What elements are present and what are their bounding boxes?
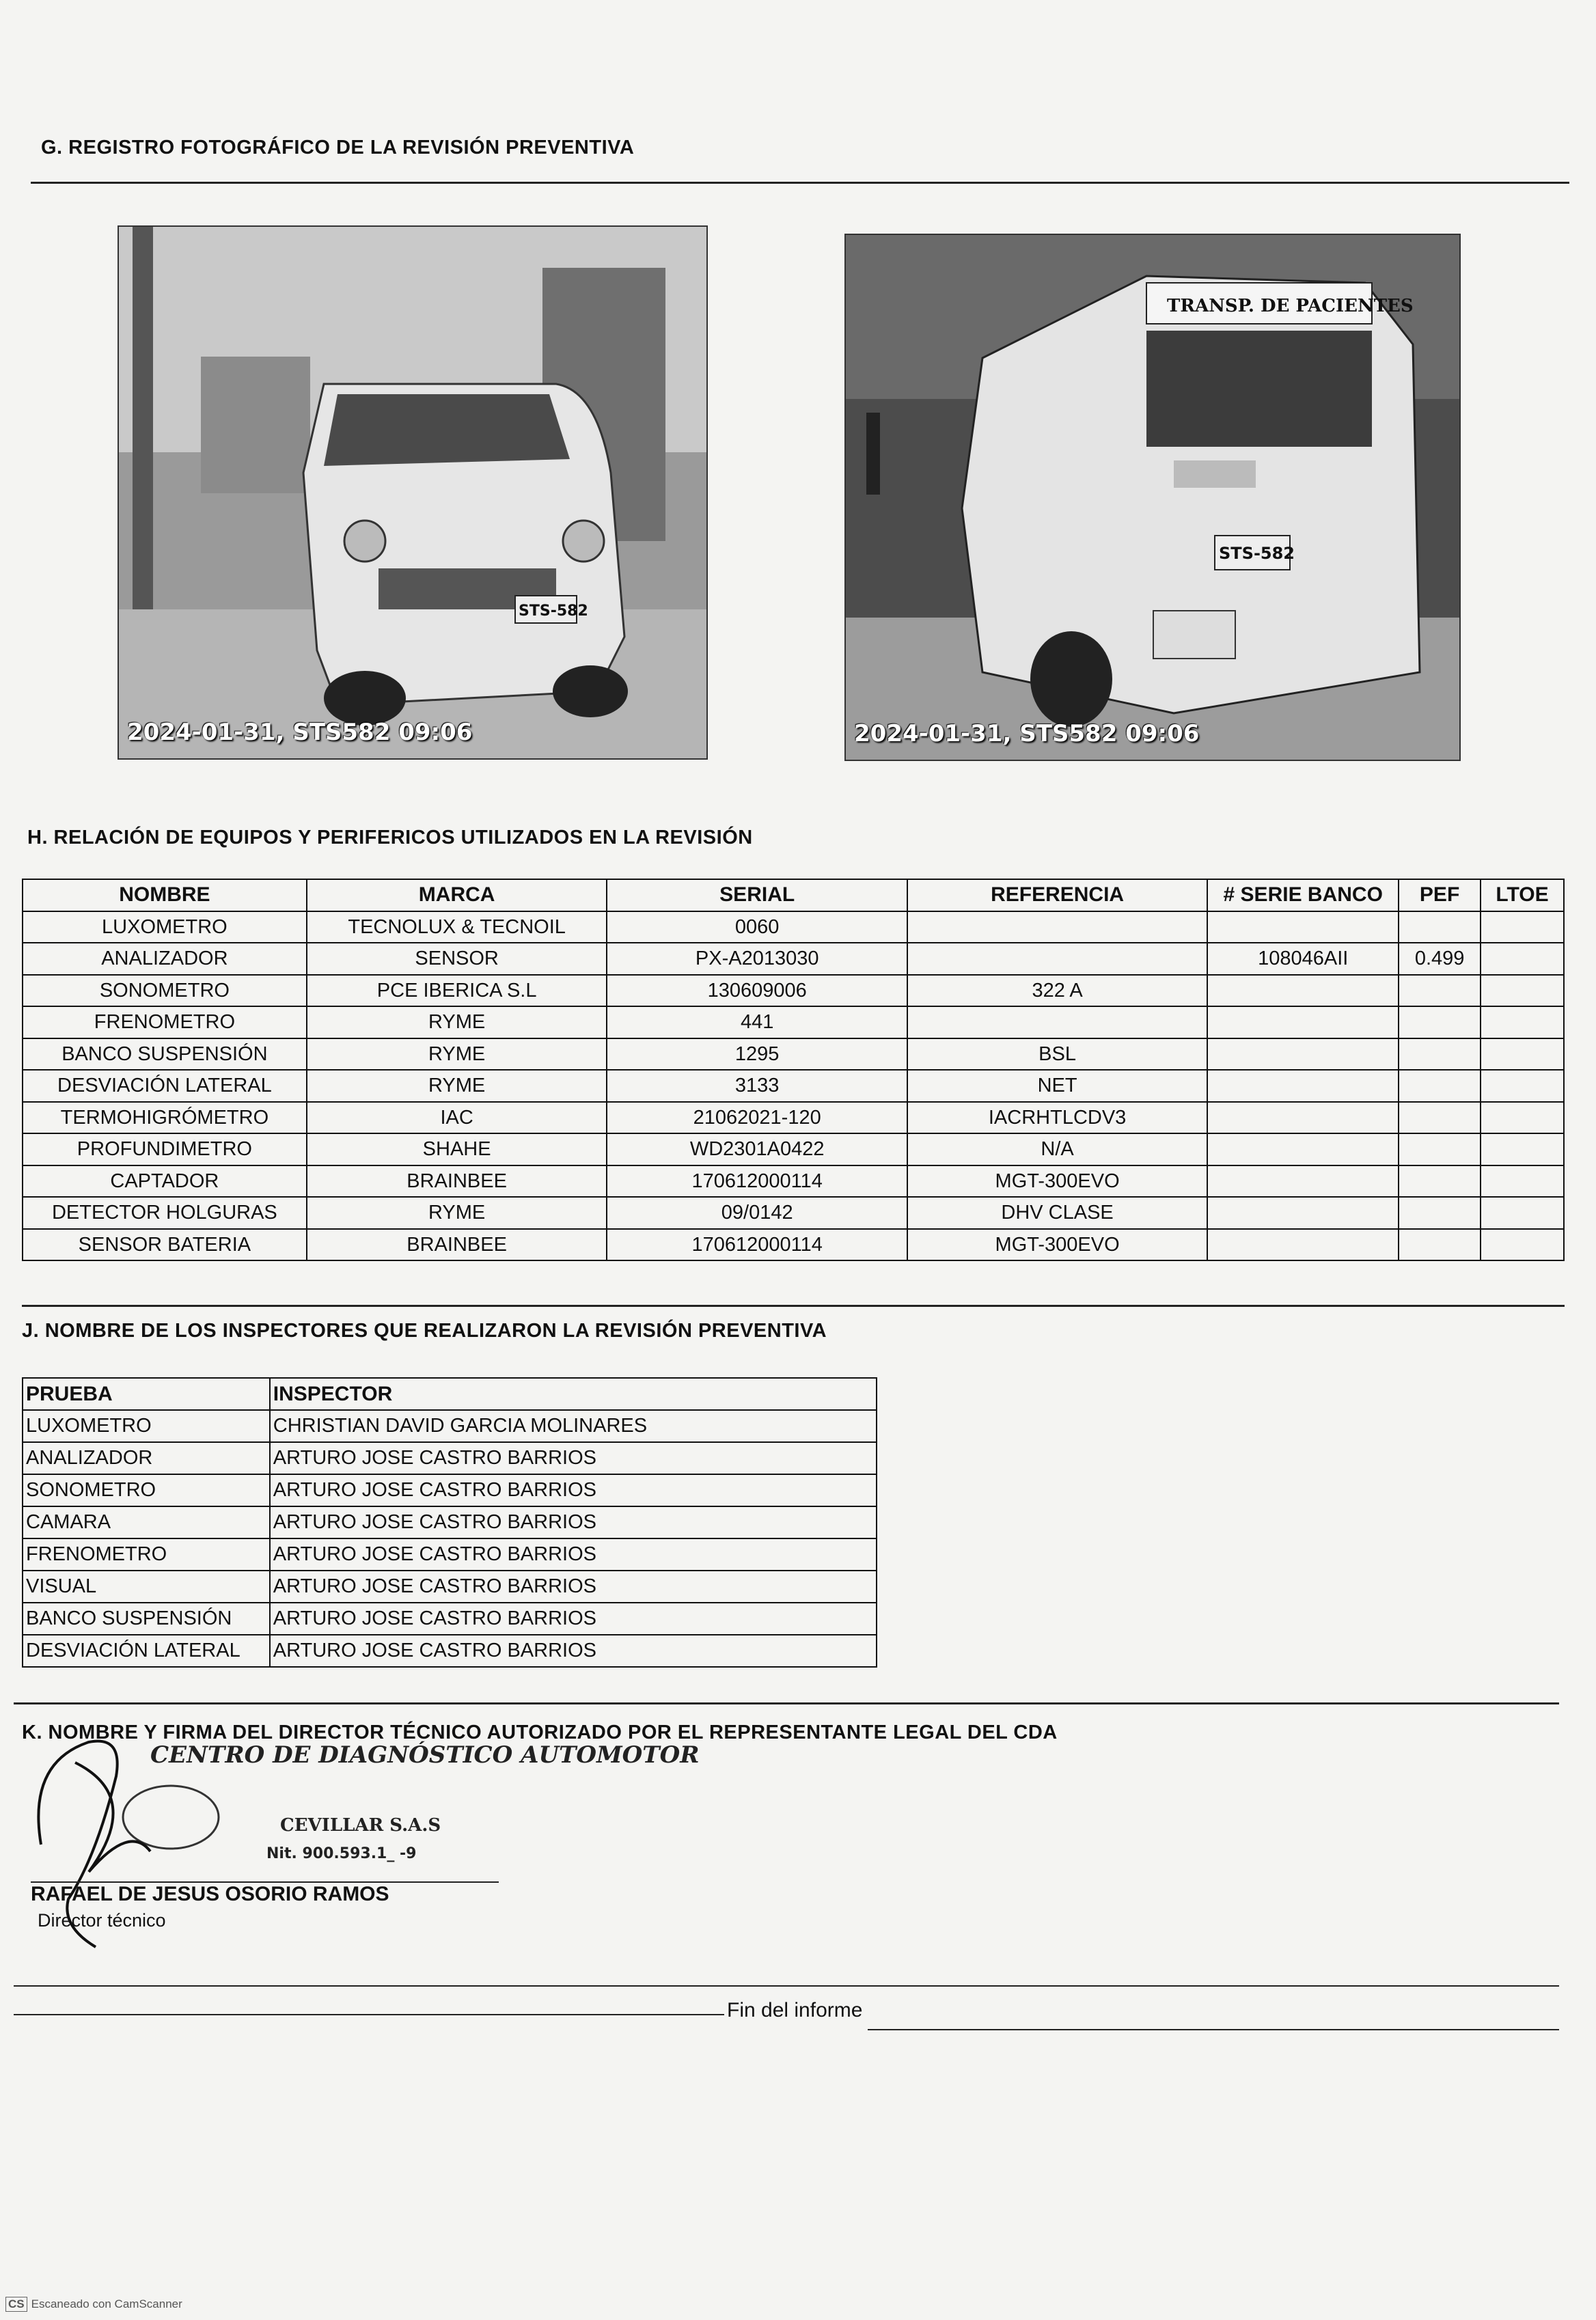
table-row xyxy=(23,1410,877,1442)
inspector-prueba: CAMARA xyxy=(23,1506,270,1538)
equipment-serial: 130609006 xyxy=(607,975,907,1007)
equipment-nombre: DESVIACIÓN LATERAL xyxy=(23,1070,307,1102)
table-row xyxy=(23,1070,1564,1102)
equipment-table xyxy=(22,879,1565,1261)
inspector-name: ARTURO JOSE CASTRO BARRIOS xyxy=(270,1571,877,1603)
section-k-title: K. NOMBRE Y FIRMA DEL DIRECTOR TÉCNICO AUTORIZADO POR EL REPRESENTANTE LEGAL DEL CDA xyxy=(22,1722,1058,1743)
table-row xyxy=(23,1474,877,1506)
inspector-prueba: SONOMETRO xyxy=(23,1474,270,1506)
equipment-marca: SHAHE xyxy=(307,1133,607,1165)
table-row xyxy=(23,1165,1564,1198)
inspector-name: ARTURO JOSE CASTRO BARRIOS xyxy=(270,1538,877,1571)
table-row xyxy=(23,1006,1564,1038)
front-photo-plate: STS-582 xyxy=(519,603,588,620)
equipment-nombre: ANALIZADOR xyxy=(23,943,307,975)
equipment-serie-banco xyxy=(1207,1165,1399,1198)
equipment-serial: 09/0142 xyxy=(607,1197,907,1229)
equipment-ltoe xyxy=(1481,911,1564,943)
equipment-referencia: MGT-300EVO xyxy=(907,1229,1207,1261)
equipment-serie-banco xyxy=(1207,1038,1399,1071)
scanner-label: Escaneado con CamScanner xyxy=(31,2297,182,2310)
equipment-pef xyxy=(1399,1229,1481,1261)
equipment-ltoe xyxy=(1481,1229,1564,1261)
front-photo-drawing xyxy=(119,227,706,758)
end-of-report: Fin del informe xyxy=(727,1999,863,2021)
equipment-serial: 21062021-120 xyxy=(607,1102,907,1134)
equipment-header-marca: MARCA xyxy=(307,879,607,911)
equipment-marca: PCE IBERICA S.L xyxy=(307,975,607,1007)
equipment-marca: SENSOR xyxy=(307,943,607,975)
equipment-pef xyxy=(1399,975,1481,1007)
equipment-ltoe xyxy=(1481,1197,1564,1229)
end-rule-top xyxy=(14,1985,1559,1987)
equipment-nombre: CAPTADOR xyxy=(23,1165,307,1198)
equipment-referencia xyxy=(907,911,1207,943)
equipment-pef xyxy=(1399,1133,1481,1165)
equipment-ltoe xyxy=(1481,1006,1564,1038)
equipment-ltoe xyxy=(1481,1070,1564,1102)
equipment-referencia: MGT-300EVO xyxy=(907,1165,1207,1198)
table-row xyxy=(23,1229,1564,1261)
equipment-ltoe xyxy=(1481,1038,1564,1071)
end-rule-left xyxy=(14,2014,724,2015)
equipment-serial: 1295 xyxy=(607,1038,907,1071)
equipment-pef: 0.499 xyxy=(1399,943,1481,975)
table-row xyxy=(23,1038,1564,1071)
stamp-line-3: Nit. 900.593.1_ -9 xyxy=(266,1845,417,1862)
equipment-referencia xyxy=(907,943,1207,975)
equipment-header-serie-banco: # SERIE BANCO xyxy=(1207,879,1399,911)
equipment-marca: RYME xyxy=(307,1038,607,1071)
equipment-serial: 170612000114 xyxy=(607,1165,907,1198)
equipment-serial: 0060 xyxy=(607,911,907,943)
section-h-rule xyxy=(22,1305,1565,1307)
scanner-logo-icon: CS xyxy=(5,2297,27,2312)
section-h-title: H. RELACIÓN DE EQUIPOS Y PERIFERICOS UTILIZADOS EN LA REVISIÓN xyxy=(27,827,753,848)
equipment-nombre: TERMOHIGRÓMETRO xyxy=(23,1102,307,1134)
inspector-prueba: DESVIACIÓN LATERAL xyxy=(23,1635,270,1667)
director-role: Director técnico xyxy=(38,1910,166,1931)
section-g-title: G. REGISTRO FOTOGRÁFICO DE LA REVISIÓN PREVENTIVA xyxy=(41,137,635,158)
equipment-header-serial: SERIAL xyxy=(607,879,907,911)
equipment-pef xyxy=(1399,1197,1481,1229)
rear-photo-plate: STS-582 xyxy=(1219,544,1295,563)
equipment-marca: BRAINBEE xyxy=(307,1229,607,1261)
table-row xyxy=(23,1102,1564,1134)
scanner-watermark xyxy=(5,2297,182,2312)
equipment-serial: WD2301A0422 xyxy=(607,1133,907,1165)
equipment-referencia: 322 A xyxy=(907,975,1207,1007)
section-j-title: J. NOMBRE DE LOS INSPECTORES QUE REALIZARON LA REVISIÓN PREVENTIVA xyxy=(22,1320,827,1342)
inspectors-header-row xyxy=(23,1378,877,1410)
equipment-nombre: BANCO SUSPENSIÓN xyxy=(23,1038,307,1071)
inspectors-header-inspector: INSPECTOR xyxy=(270,1378,877,1410)
equipment-nombre: PROFUNDIMETRO xyxy=(23,1133,307,1165)
equipment-pef xyxy=(1399,1038,1481,1071)
equipment-serie-banco xyxy=(1207,1133,1399,1165)
equipment-header-nombre: NOMBRE xyxy=(23,879,307,911)
equipment-marca: IAC xyxy=(307,1102,607,1134)
equipment-referencia: N/A xyxy=(907,1133,1207,1165)
table-row xyxy=(23,1603,877,1635)
inspector-prueba: BANCO SUSPENSIÓN xyxy=(23,1603,270,1635)
equipment-referencia: IACRHTLCDV3 xyxy=(907,1102,1207,1134)
table-row xyxy=(23,1571,877,1603)
table-row xyxy=(23,1133,1564,1165)
equipment-header-referencia: REFERENCIA xyxy=(907,879,1207,911)
table-row xyxy=(23,1538,877,1571)
equipment-marca: BRAINBEE xyxy=(307,1165,607,1198)
table-row xyxy=(23,975,1564,1007)
inspector-name: ARTURO JOSE CASTRO BARRIOS xyxy=(270,1603,877,1635)
equipment-pef xyxy=(1399,911,1481,943)
equipment-header-row xyxy=(23,879,1564,911)
rear-photo-sign: TRANSP. DE PACIENTES xyxy=(1167,296,1414,316)
inspectors-table xyxy=(22,1377,877,1668)
vehicle-photo-front xyxy=(118,225,708,760)
equipment-serie-banco xyxy=(1207,975,1399,1007)
equipment-serial: 170612000114 xyxy=(607,1229,907,1261)
equipment-serie-banco xyxy=(1207,1006,1399,1038)
table-row xyxy=(23,1506,877,1538)
equipment-ltoe xyxy=(1481,1165,1564,1198)
equipment-serial: PX-A2013030 xyxy=(607,943,907,975)
equipment-nombre: SENSOR BATERIA xyxy=(23,1229,307,1261)
table-row xyxy=(23,1197,1564,1229)
table-row xyxy=(23,943,1564,975)
equipment-marca: RYME xyxy=(307,1197,607,1229)
equipment-marca: TECNOLUX & TECNOIL xyxy=(307,911,607,943)
inspector-name: ARTURO JOSE CASTRO BARRIOS xyxy=(270,1635,877,1667)
equipment-header-ltoe: LTOE xyxy=(1481,879,1564,911)
equipment-nombre: FRENOMETRO xyxy=(23,1006,307,1038)
section-j-rule xyxy=(14,1702,1559,1704)
inspector-name: ARTURO JOSE CASTRO BARRIOS xyxy=(270,1506,877,1538)
equipment-referencia: BSL xyxy=(907,1038,1207,1071)
equipment-ltoe xyxy=(1481,1133,1564,1165)
table-row xyxy=(23,911,1564,943)
inspector-prueba: LUXOMETRO xyxy=(23,1410,270,1442)
equipment-ltoe xyxy=(1481,1102,1564,1134)
equipment-referencia: DHV CLASE xyxy=(907,1197,1207,1229)
rear-photo-caption: 2024-01-31, STS582 09:06 xyxy=(854,720,1200,747)
end-rule-right xyxy=(868,2029,1559,2030)
equipment-serie-banco xyxy=(1207,911,1399,943)
inspector-prueba: FRENOMETRO xyxy=(23,1538,270,1571)
equipment-ltoe xyxy=(1481,943,1564,975)
equipment-serial: 3133 xyxy=(607,1070,907,1102)
equipment-serie-banco xyxy=(1207,1197,1399,1229)
equipment-pef xyxy=(1399,1102,1481,1134)
equipment-pef xyxy=(1399,1006,1481,1038)
equipment-nombre: SONOMETRO xyxy=(23,975,307,1007)
stamp-line-2: CEVILLAR S.A.S xyxy=(280,1815,441,1836)
equipment-serie-banco xyxy=(1207,1229,1399,1261)
director-name: RAFAEL DE JESUS OSORIO RAMOS xyxy=(31,1883,389,1905)
inspector-name: CHRISTIAN DAVID GARCIA MOLINARES xyxy=(270,1410,877,1442)
equipment-serie-banco: 108046AII xyxy=(1207,943,1399,975)
director-name-underline xyxy=(31,1881,499,1883)
inspector-name: ARTURO JOSE CASTRO BARRIOS xyxy=(270,1442,877,1474)
equipment-serial: 441 xyxy=(607,1006,907,1038)
equipment-pef xyxy=(1399,1165,1481,1198)
equipment-marca: RYME xyxy=(307,1070,607,1102)
equipment-marca: RYME xyxy=(307,1006,607,1038)
table-row xyxy=(23,1442,877,1474)
equipment-serie-banco xyxy=(1207,1102,1399,1134)
equipment-serie-banco xyxy=(1207,1070,1399,1102)
equipment-pef xyxy=(1399,1070,1481,1102)
equipment-header-pef: PEF xyxy=(1399,879,1481,911)
equipment-nombre: DETECTOR HOLGURAS xyxy=(23,1197,307,1229)
inspector-name: ARTURO JOSE CASTRO BARRIOS xyxy=(270,1474,877,1506)
inspector-prueba: ANALIZADOR xyxy=(23,1442,270,1474)
rear-photo-drawing xyxy=(846,235,1459,760)
section-g-rule xyxy=(31,182,1569,184)
front-photo-caption: 2024-01-31, STS582 09:06 xyxy=(127,719,473,746)
table-row xyxy=(23,1635,877,1667)
equipment-referencia: NET xyxy=(907,1070,1207,1102)
equipment-nombre: LUXOMETRO xyxy=(23,911,307,943)
inspector-prueba: VISUAL xyxy=(23,1571,270,1603)
inspectors-header-prueba: PRUEBA xyxy=(23,1378,270,1410)
stamp-line-1: CENTRO DE DIAGNÓSTICO AUTOMOTOR xyxy=(150,1741,700,1769)
vehicle-photo-rear xyxy=(844,234,1461,761)
equipment-ltoe xyxy=(1481,975,1564,1007)
equipment-referencia xyxy=(907,1006,1207,1038)
